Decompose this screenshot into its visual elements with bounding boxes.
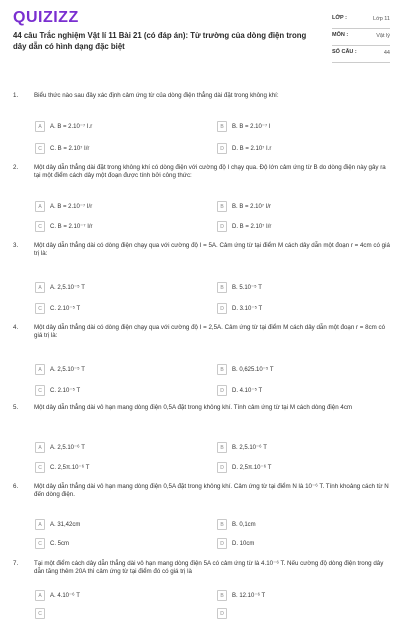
option-text: A. 31,42cm (50, 521, 81, 528)
question-text: Một dây dẫn thẳng dài vô hạn mang dòng điện 0,5A đặt trong không khí. Cảm ứng từ tại điểm N là 10⁻⁶ T. Tính khoảng cách từ N đến dòng điện. (34, 483, 389, 498)
option-letter-box[interactable]: B (217, 201, 227, 212)
question-item (0, 483, 400, 560)
option-text: D. B = 2.10⁷ I/r (232, 223, 272, 230)
meta-key: SỐ CÂU : (332, 49, 357, 55)
answer-option-c[interactable] (35, 462, 89, 473)
answer-option-c[interactable] (35, 385, 80, 396)
option-letter-box[interactable]: D (217, 608, 227, 619)
option-text: D. 10cm (232, 540, 255, 547)
option-text: B. B = 2.10⁷ I/r (232, 203, 272, 210)
option-text: C. 5cm (50, 540, 70, 547)
question-text: Một dây dẫn thẳng dài đặt trong không khí có dòng điện với cường độ I chạy qua. Độ lớn cảm ứng từ B do dòng điện này gây ra tại một điểm cách dây một đoạn được tính bởi công thức: (34, 164, 386, 179)
option-text: C. 2.10⁻⁵ T (50, 305, 81, 312)
question-item (0, 92, 400, 164)
option-letter-box[interactable]: D (217, 538, 227, 549)
answer-option-b[interactable] (217, 590, 265, 601)
meta-panel (332, 12, 390, 63)
option-letter-box[interactable]: A (35, 519, 45, 530)
question-item (0, 324, 400, 404)
option-text: C. 2.10⁻⁵ T (50, 387, 81, 394)
question-number: 5. (13, 404, 19, 411)
option-text: B. B = 2.10⁻⁷ I (232, 123, 271, 130)
option-letter-box[interactable]: A (35, 590, 45, 601)
option-letter-box[interactable]: C (35, 462, 45, 473)
option-text: D. 2,5π.10⁻⁶ T (232, 464, 272, 471)
meta-value: Vật lý (376, 33, 390, 39)
question-item (0, 404, 400, 483)
answer-option-d[interactable] (217, 462, 271, 473)
option-text: C. 2,5π.10⁻⁶ T (50, 464, 90, 471)
option-letter-box[interactable]: B (217, 282, 227, 293)
question-number: 1. (13, 92, 19, 99)
answer-option-a[interactable] (35, 364, 85, 375)
option-letter-box[interactable]: D (217, 221, 227, 232)
quizizz-logo: QUIZIZZ (13, 9, 79, 26)
answer-option-a[interactable] (35, 442, 85, 453)
question-text: Một dây dẫn thẳng dài vô hạn mang dòng điện 0,5A đặt trong không khí. Tính cảm ứng từ tại M cách dòng điện 4cm (34, 404, 353, 411)
meta-value: 44 (383, 50, 390, 56)
page-title: 44 câu Trắc nghiệm Vật lí 11 Bài 21 (có đáp án): Từ trường của dòng điện trong dây dẫn có hình dạng đặc biệt (13, 31, 307, 51)
meta-value: Lớp 11 (373, 16, 390, 22)
answer-option-a[interactable] (35, 201, 92, 212)
meta-subject (332, 29, 390, 46)
answer-option-c[interactable] (35, 143, 89, 154)
question-number: 6. (13, 483, 19, 490)
meta-key: MÔN : (332, 32, 349, 38)
answer-option-a[interactable] (35, 121, 92, 132)
option-text: A. B = 2.10⁻⁷ I/r (50, 203, 93, 210)
option-text: B. 5.10⁻⁵ T (232, 284, 262, 291)
question-text: Một dây dẫn thẳng dài có dòng điện chạy qua với cường độ I = 2,5A. Cảm ứng từ tại điểm M cách dây dẫn một đoạn r = 8cm có giá trị là: (34, 324, 386, 339)
option-letter-box[interactable]: C (35, 538, 45, 549)
option-letter-box[interactable]: A (35, 282, 45, 293)
question-item (0, 164, 400, 242)
answer-option-b[interactable] (217, 282, 262, 293)
option-text: B. 2,5.10⁻⁶ T (232, 444, 267, 451)
question-number: 2. (13, 164, 19, 171)
answer-option-c[interactable] (35, 221, 93, 232)
option-text: B. 0,1cm (232, 521, 256, 528)
answer-option-d[interactable] (217, 385, 262, 396)
option-letter-box[interactable]: C (35, 143, 45, 154)
option-letter-box[interactable]: D (217, 385, 227, 396)
answer-option-d[interactable] (217, 303, 262, 314)
option-text: A. 2,5.10⁻⁶ T (50, 444, 85, 451)
option-letter-box[interactable]: D (217, 303, 227, 314)
question-number: 3. (13, 242, 19, 249)
option-text: A. B = 2.10⁻⁷ I.r (50, 123, 93, 130)
option-letter-box[interactable]: B (217, 364, 227, 375)
question-text: Một dây dẫn thẳng dài có dòng điện chạy qua với cường độ I = 5A. Cảm ứng từ tại điểm M cách dây dẫn một đoạn r = 4cm có giá trị là: (34, 242, 390, 257)
answer-option-b[interactable] (217, 201, 271, 212)
answer-option-b[interactable] (217, 121, 271, 132)
answer-option-a[interactable] (35, 282, 85, 293)
option-text: C. B = 2.10⁷ I/r (50, 145, 90, 152)
question-text: Biểu thức nào sau đây xác định cảm ứng từ của dòng điện thẳng dài đặt trong không khí: (34, 92, 279, 99)
option-letter-box[interactable]: C (35, 608, 45, 619)
option-letter-box[interactable]: B (217, 519, 227, 530)
option-letter-box[interactable]: A (35, 442, 45, 453)
question-number: 4. (13, 324, 19, 331)
answer-option-a[interactable] (35, 590, 80, 601)
option-letter-box[interactable]: D (217, 143, 227, 154)
answer-option-c[interactable] (35, 538, 69, 549)
option-letter-box[interactable]: C (35, 221, 45, 232)
meta-key: LỚP : (332, 15, 347, 21)
answer-option-b[interactable] (217, 364, 274, 375)
option-letter-box[interactable]: B (217, 121, 227, 132)
answer-option-b[interactable] (217, 519, 256, 530)
option-text: B. 12.10⁻⁶ T (232, 592, 266, 599)
answer-option-d[interactable] (217, 143, 271, 154)
option-letter-box[interactable]: B (217, 590, 227, 601)
answer-option-a[interactable] (35, 519, 80, 530)
option-letter-box[interactable]: A (35, 121, 45, 132)
option-letter-box[interactable]: D (217, 462, 227, 473)
question-number: 7. (13, 560, 19, 567)
meta-count (332, 46, 390, 63)
question-item (0, 242, 400, 324)
option-text: D. B = 2.10⁷ I.r (232, 145, 272, 152)
option-text: C. B = 2.10⁻⁷ I/r (50, 223, 93, 230)
option-text: A. 4.10⁻⁶ T (50, 592, 80, 599)
answer-option-d[interactable] (217, 608, 232, 619)
question-text: Tại một điểm cách dây dẫn thẳng dài vô hạn mang dòng điện 5A có cảm ứng từ là 4.10⁻⁶ T. Nếu cường độ dòng điện trong dây dẫn tăng thêm 20A thì cảm ứng từ tại điểm đó có giá trị là (34, 560, 384, 575)
option-text: D. 3.10⁻⁵ T (232, 305, 263, 312)
option-text: B. 0,625.10⁻⁵ T (232, 366, 274, 373)
option-letter-box[interactable]: C (35, 303, 45, 314)
option-letter-box[interactable]: B (217, 442, 227, 453)
option-letter-box[interactable]: A (35, 201, 45, 212)
option-text: A. 2,5.10⁻⁵ T (50, 366, 85, 373)
answer-option-b[interactable] (217, 442, 267, 453)
answer-option-c[interactable] (35, 303, 80, 314)
question-item (0, 560, 400, 620)
option-letter-box[interactable]: C (35, 385, 45, 396)
option-text: D. 4.10⁻⁵ T (232, 387, 263, 394)
option-text: A. 2,5.10⁻⁵ T (50, 284, 85, 291)
option-letter-box[interactable]: A (35, 364, 45, 375)
answer-option-d[interactable] (217, 538, 254, 549)
answer-option-d[interactable] (217, 221, 271, 232)
meta-class (332, 12, 390, 29)
answer-option-c[interactable] (35, 608, 50, 619)
